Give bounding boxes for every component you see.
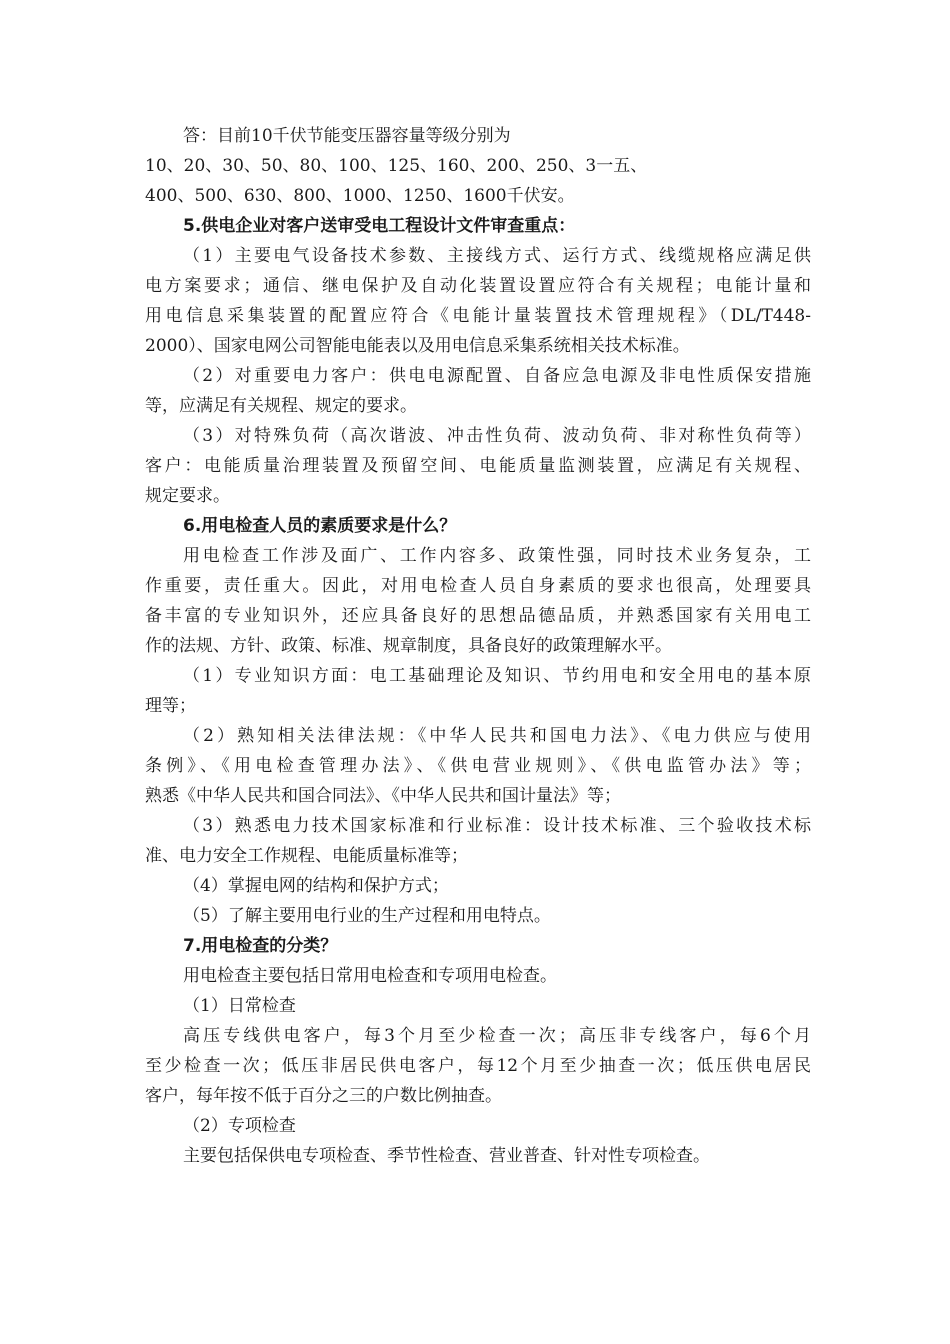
text-line: 等，应满足有关规程、规定的要求。: [145, 396, 417, 416]
text-line: 电方案要求；通信、继电保护及自动化装置设置应符合有关规程；电能计量和: [145, 276, 811, 296]
text-line: 至少检查一次；低压非居民供电客户，每12个月至少抽查一次；低压供电居民: [145, 1056, 811, 1076]
text-line: （5）了解主要用电行业的生产过程和用电特点。: [183, 906, 551, 926]
text-line: 熟悉《中华人民共和国合同法》、《中华人民共和国计量法》等；: [145, 786, 621, 806]
text-line: 客户：电能质量治理装置及预留空间、电能质量监测装置，应满足有关规程、: [145, 456, 811, 476]
text-line: 用电信息采集装置的配置应符合《电能计量装置技术管理规程》（DL/T448-: [145, 306, 811, 326]
text-line: 条例》、《用电检查管理办法》、《供电营业规则》、《供电监管办法》等；: [145, 756, 811, 776]
text-line: （2）对重要电力客户：供电电源配置、自备应急电源及非电性质保安措施: [183, 366, 811, 386]
text-line: （1）日常检查: [183, 996, 296, 1016]
text-line: 高压专线供电客户，每3个月至少检查一次；高压非专线客户，每6个月: [183, 1026, 811, 1046]
text-line: 用电检查工作涉及面广、工作内容多、政策性强，同时技术业务复杂，工: [183, 546, 811, 566]
text-line: 准、电力安全工作规程、电能质量标准等；: [145, 846, 468, 866]
text-line: （3）熟悉电力技术国家标准和行业标准：设计技术标准、三个验收技术标: [183, 816, 811, 836]
document-body: [145, 121, 811, 1171]
text-line: 备丰富的专业知识外，还应具备良好的思想品德品质，并熟悉国家有关用电工: [145, 606, 811, 626]
text-line: （1）专业知识方面：电工基础理论及知识、节约用电和安全用电的基本原: [183, 666, 811, 686]
text-line: 理等；: [145, 696, 196, 716]
text-line: （1）主要电气设备技术参数、主接线方式、运行方式、线缆规格应满足供: [183, 246, 811, 266]
text-line: 主要包括保供电专项检查、季节性检查、营业普查、针对性专项检查。: [183, 1146, 710, 1166]
text-line: 用电检查主要包括日常用电检查和专项用电检查。: [183, 966, 557, 986]
text-line: 作的法规、方针、政策、标准、规章制度，具备良好的政策理解水平。: [145, 636, 672, 656]
text-line: 2000）、国家电网公司智能电能表以及用电信息采集系统相关技术标准。: [145, 336, 690, 356]
text-line: 客户，每年按不低于百分之三的户数比例抽查。: [145, 1086, 502, 1106]
section-heading: 6.用电检查人员的素质要求是什么？: [183, 516, 457, 536]
text-line: （2）熟知相关法律法规：《中华人民共和国电力法》、《电力供应与使用: [183, 726, 811, 746]
text-line: （3）对特殊负荷（高次谐波、冲击性负荷、波动负荷、非对称性负荷等）: [183, 426, 811, 446]
text-line: 400、500、630、800、1000、1250、1600千伏安。: [145, 186, 575, 206]
text-line: （2）专项检查: [183, 1116, 296, 1136]
text-line: （4）掌握电网的结构和保护方式；: [183, 876, 449, 896]
text-line: 10、20、30、50、80、100、125、160、200、250、3一五、: [145, 156, 648, 176]
text-line: 答：目前10千伏节能变压器容量等级分别为: [183, 126, 511, 146]
text-line: 作重要，责任重大。因此，对用电检查人员自身素质的要求也很高，处理要具: [145, 576, 811, 596]
section-heading: 5.供电企业对客户送审受电工程设计文件审查重点：: [183, 216, 576, 236]
text-line: 规定要求。: [145, 486, 230, 506]
section-heading: 7.用电检查的分类？: [183, 936, 338, 956]
